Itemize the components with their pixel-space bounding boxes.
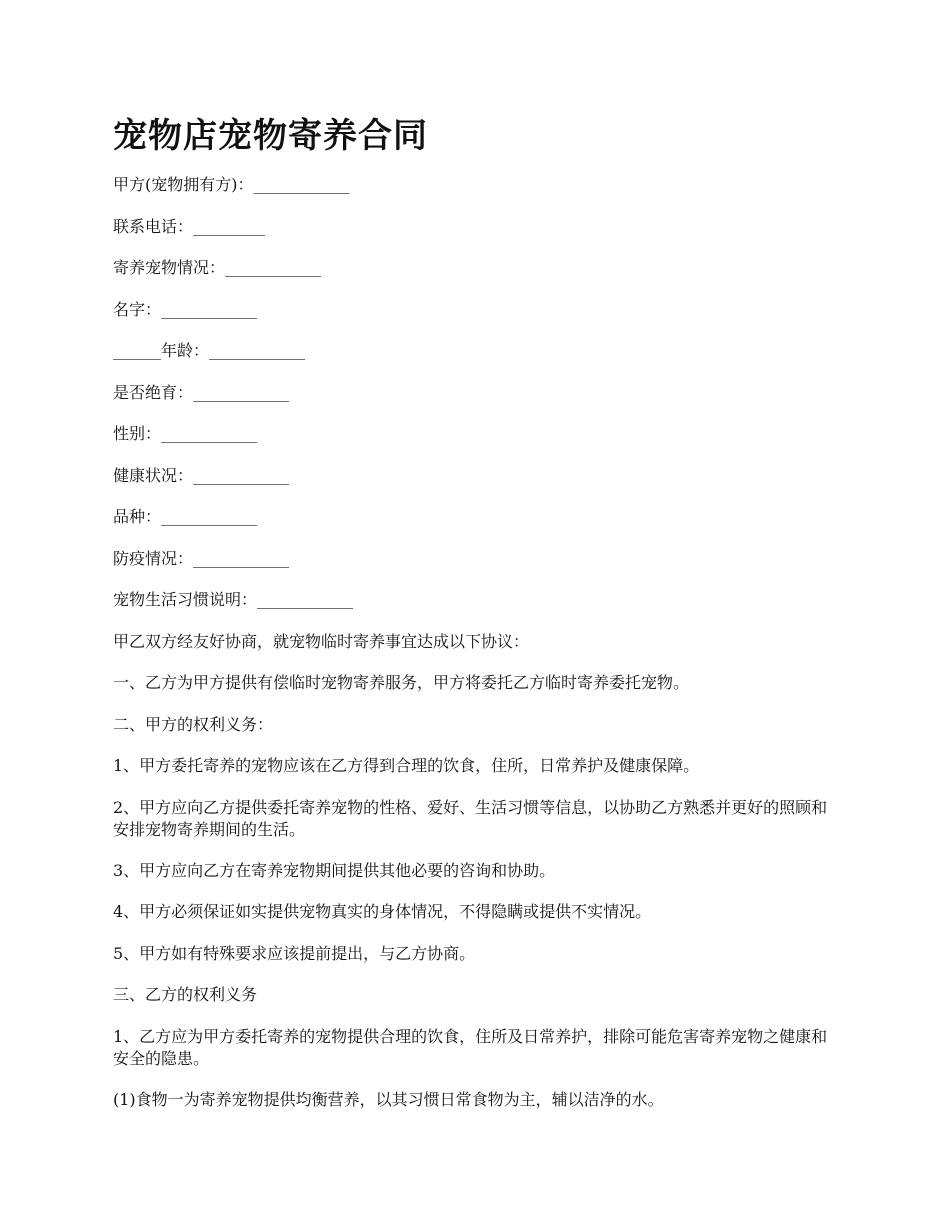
field-party-a: 甲方(宠物拥有方)：____________ <box>113 175 350 194</box>
contract-document <box>113 112 833 1130</box>
paragraph-agreement-intro: 甲乙双方经友好协商，就宠物临时寄养事宜达成以下协议： <box>113 631 530 651</box>
paragraph-a-clause-1: 1、甲方委托寄养的宠物应该在乙方得到合理的饮食，住所，日常养护及健康保障。 <box>113 756 700 775</box>
paragraph-section-1: 一、乙方为甲方提供有偿临时宠物寄养服务，甲方将委托乙方临时寄养委托宠物。 <box>113 673 690 692</box>
field-health: 健康状况：____________ <box>113 465 290 485</box>
heading-party-b-rights: 三、乙方的权利义务 <box>113 985 258 1004</box>
paragraph-a-clause-3: 3、甲方应向乙方在寄养宠物期间提供其他必要的咨询和协助。 <box>113 860 556 880</box>
field-breed: 品种：____________ <box>113 507 258 526</box>
field-phone: 联系电话：_________ <box>113 216 266 236</box>
document-title: 宠物店宠物寄养合同 <box>113 116 428 156</box>
field-pet-habits: 宠物生活习惯说明：____________ <box>113 590 354 609</box>
paragraph-a-clause-2: 2、甲方应向乙方提供委托寄养宠物的性格、爱好、生活习惯等信息，以协助乙方熟悉并更好的照顾和安排宠物寄养期间的生活。 <box>113 797 828 839</box>
paragraph-b-clause-1: 1、乙方应为甲方委托寄养的宠物提供合理的饮食，住所及日常养护，排除可能危害寄养宠物之健康和安全的隐患。 <box>113 1026 828 1068</box>
heading-party-a-rights: 二、甲方的权利义务： <box>113 714 274 734</box>
field-vaccination: 防疫情况：____________ <box>113 548 290 568</box>
field-pet-status: 寄养宠物情况：____________ <box>113 258 322 277</box>
field-pet-name: 名字：____________ <box>113 299 258 319</box>
paragraph-b-clause-1-food: (1)食物一为寄养宠物提供均衡营养，以其习惯日常食物为主，辅以洁净的水。 <box>113 1089 664 1109</box>
field-gender: 性别：____________ <box>113 424 258 443</box>
paragraph-a-clause-5: 5、甲方如有特殊要求应该提前提出，与乙方协商。 <box>113 943 476 963</box>
field-neutered: 是否绝育：____________ <box>113 382 290 402</box>
paragraph-a-clause-4: 4、甲方必须保证如实提供宠物真实的身体情况，不得隐瞒或提供不实情况。 <box>113 902 652 921</box>
field-pet-age: ______年龄：____________ <box>113 341 306 360</box>
